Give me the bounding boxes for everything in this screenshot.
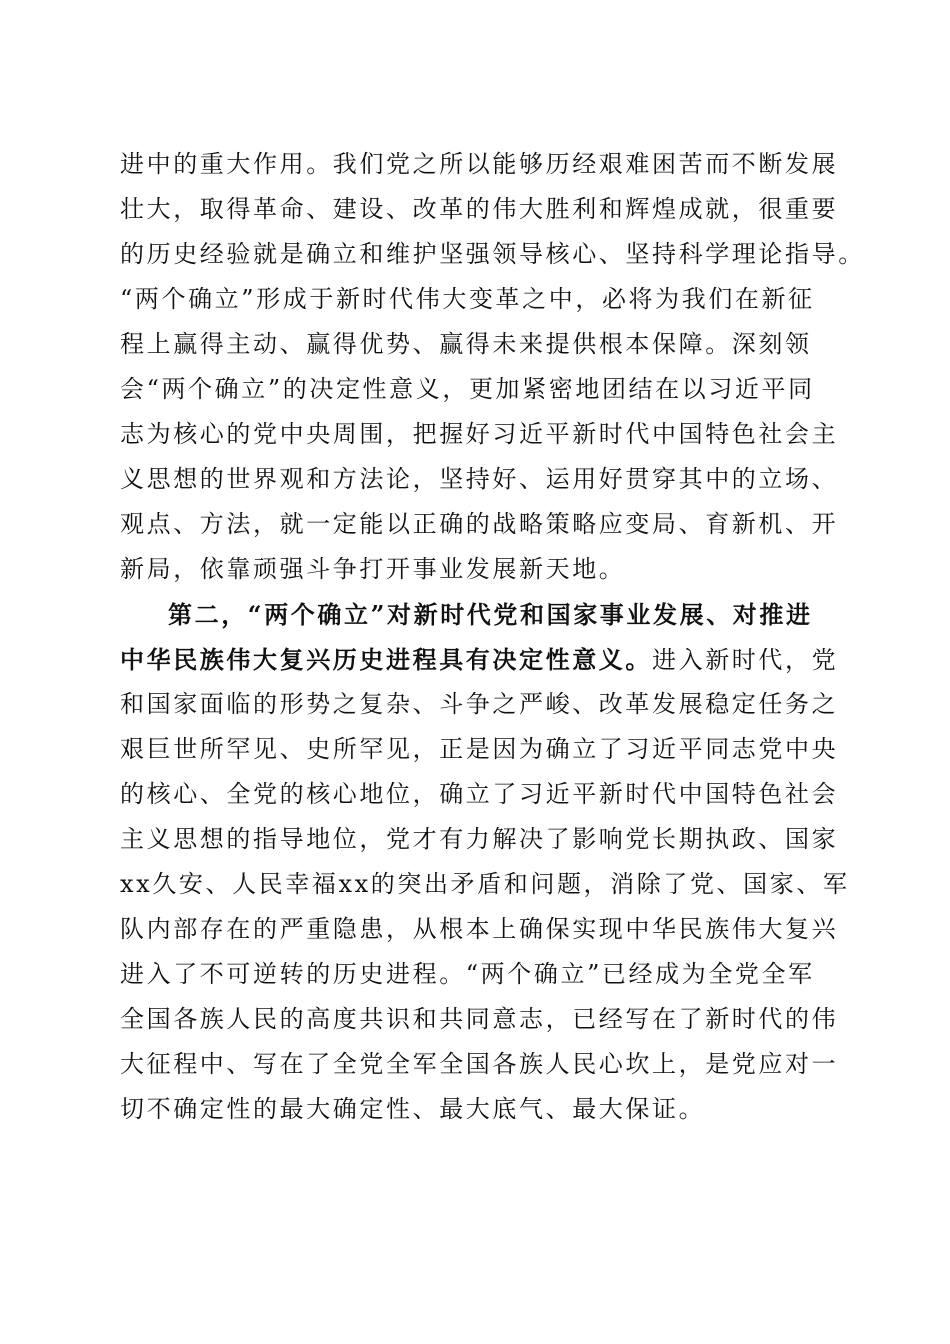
paragraph-2-second-line: [120, 637, 839, 682]
text-line: 新局，依靠顽强斗争打开事业发展新天地。: [120, 555, 626, 583]
text-line: 的历史经验就是确立和维护坚强领导核心、坚持科学理论指导。: [120, 240, 865, 268]
paragraph-2-first-line: [120, 592, 835, 637]
text-line: 的核心、全党的核心地位，确立了习近平新时代中国特色社会: [120, 780, 839, 808]
text-line: 进中的重大作用。我们党之所以能够历经艰难困苦而不断发展: [120, 150, 839, 178]
text-line: 队内部存在的严重隐患，从根本上确保实现中华民族伟大复兴: [120, 915, 839, 943]
text-line: 观点、方法，就一定能以正确的战略策略应变局、育新机、开: [120, 510, 839, 538]
text-line: xx久安、人民幸福xx的突出矛盾和问题，消除了党、国家、军: [120, 870, 850, 898]
text-line: 艰巨世所罕见、史所罕见，正是因为确立了习近平同志党中央: [120, 735, 839, 763]
text-line: 切不确定性的最大确定性、最大底气、最大保证。: [120, 1095, 706, 1123]
text-line: 大征程中、写在了全党全军全国各族人民心坎上，是党应对一: [120, 1050, 839, 1078]
paragraph-2-heading-part-2: 中华民族伟大复兴历史进程具有决定性意义。: [120, 645, 652, 674]
paragraph-2-heading-part-1: 第二，“两个确立”对新时代党和国家事业发展、对推进: [168, 600, 813, 629]
body-text: [120, 142, 865, 1132]
paragraph-2-text-after-heading: 进入新时代，党: [652, 646, 839, 674]
text-line: 程上赢得主动、赢得优势、赢得未来提供根本保障。深刻领: [120, 330, 812, 358]
text-line: 主义思想的指导地位，党才有力解决了影响党长期执政、国家: [120, 825, 839, 853]
text-line: 和国家面临的形势之复杂、斗争之严峻、改革发展稳定任务之: [120, 690, 839, 718]
text-line: 进入了不可逆转的历史进程。“两个确立”已经成为全党全军: [120, 960, 815, 988]
text-line: 全国各族人民的高度共识和共同意志，已经写在了新时代的伟: [120, 1005, 839, 1033]
text-line: 壮大，取得革命、建设、改革的伟大胜利和辉煌成就，很重要: [120, 195, 839, 223]
text-line: “两个确立”形成于新时代伟大变革之中，必将为我们在新征: [120, 285, 815, 313]
text-line: 志为核心的党中央周围，把握好习近平新时代中国特色社会主: [120, 420, 839, 448]
text-line: 会“两个确立”的决定性意义，更加紧密地团结在以习近平同: [120, 375, 815, 403]
text-line: 义思想的世界观和方法论，坚持好、运用好贯穿其中的立场、: [120, 465, 839, 493]
